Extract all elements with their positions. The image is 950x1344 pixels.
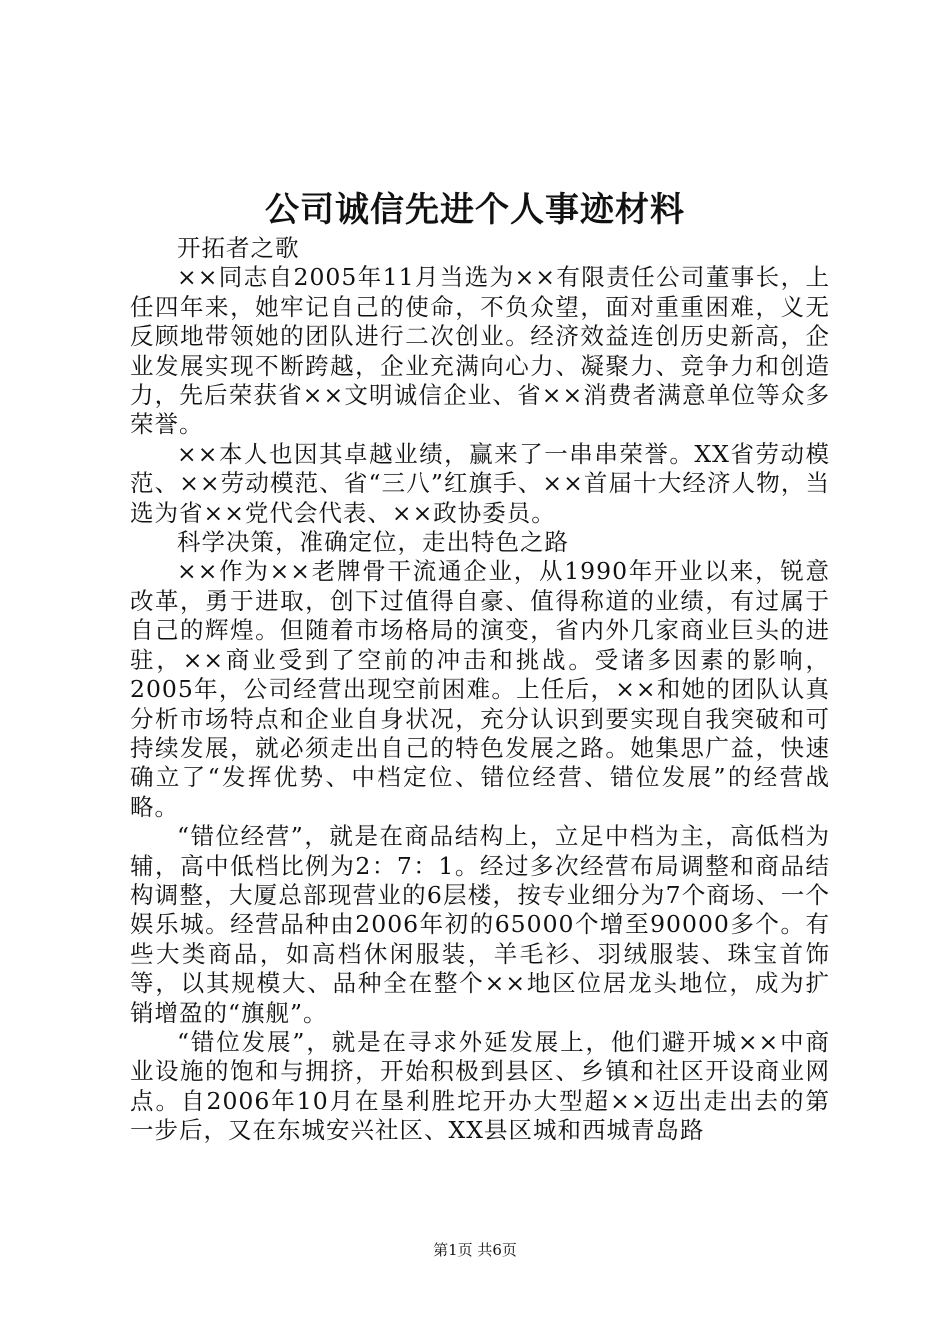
body-paragraph: “错位经营”，就是在商品结构上，立足中档为主，高低档为辅，高中低档比例为2：7：1。经过多次经营布局调整和商品结构调整，大厦总部现营业的6层楼，按专业细分为7个商场、一个娱乐城。经营品种由2006年初的65000个增至90000多个。有些大类商品，如高档休闲服装，羊毛衫、羽绒服装、珠宝首饰等，以其规模大、品种全在整个××地区位居龙头地位，成为扩销增盈的“旗舰”。 [130,822,830,1027]
document-title: 公司诚信先进个人事迹材料 [265,190,685,230]
section-heading: 科学决策，准确定位，走出特色之路 [177,528,569,557]
body-paragraph: “错位发展”，就是在寻求外延发展上，他们避开城××中商业设施的饱和与拥挤，开始积极到县区、乡镇和社区开设商业网点。自2006年10月在垦利胜坨开办大型超××迈出走出去的第一步后，又在东城安兴社区、XX县区城和西城青岛路 [130,1027,830,1145]
body-paragraph: ××同志自2005年11月当选为××有限责任公司董事长，上任四年来，她牢记自己的使命，不负众望，面对重重困难，义无反顾地带领她的团队进行二次创业。经济效益连创历史新高，企业发展实现不断跨越，企业充满向心力、凝聚力、竞争力和创造力，先后荣获省××文明诚信企业、省××消费者满意单位等众多荣誉。 [130,263,830,439]
body-paragraph: ××作为××老牌骨干流通企业，从1990年开业以来，锐意改革，勇于进取，创下过值得自豪、值得称道的业绩，有过属于自己的辉煌。但随着市场格局的演变，省内外几家商业巨头的进驻，××商业受到了空前的冲击和挑战。受诸多因素的影响，2005年，公司经营出现空前困难。上任后，××和她的团队认真分析市场特点和企业自身状况，充分认识到要实现自我突破和可持续发展，就必须走出自己的特色发展之路。她集思广益，快速确立了“发挥优势、中档定位、错位经营、错位发展”的经营战略。 [130,557,830,821]
document-body [130,234,830,1146]
page-number: 第1页 共6页 [433,1241,517,1259]
section-heading: 开拓者之歌 [177,234,300,262]
body-paragraph: ××本人也因其卓越业绩，赢来了一串串荣誉。XX省劳动模范、××劳动模范、省“三八”红旗手、××首届十大经济人物，当选为省××党代会代表、××政协委员。 [130,439,830,527]
